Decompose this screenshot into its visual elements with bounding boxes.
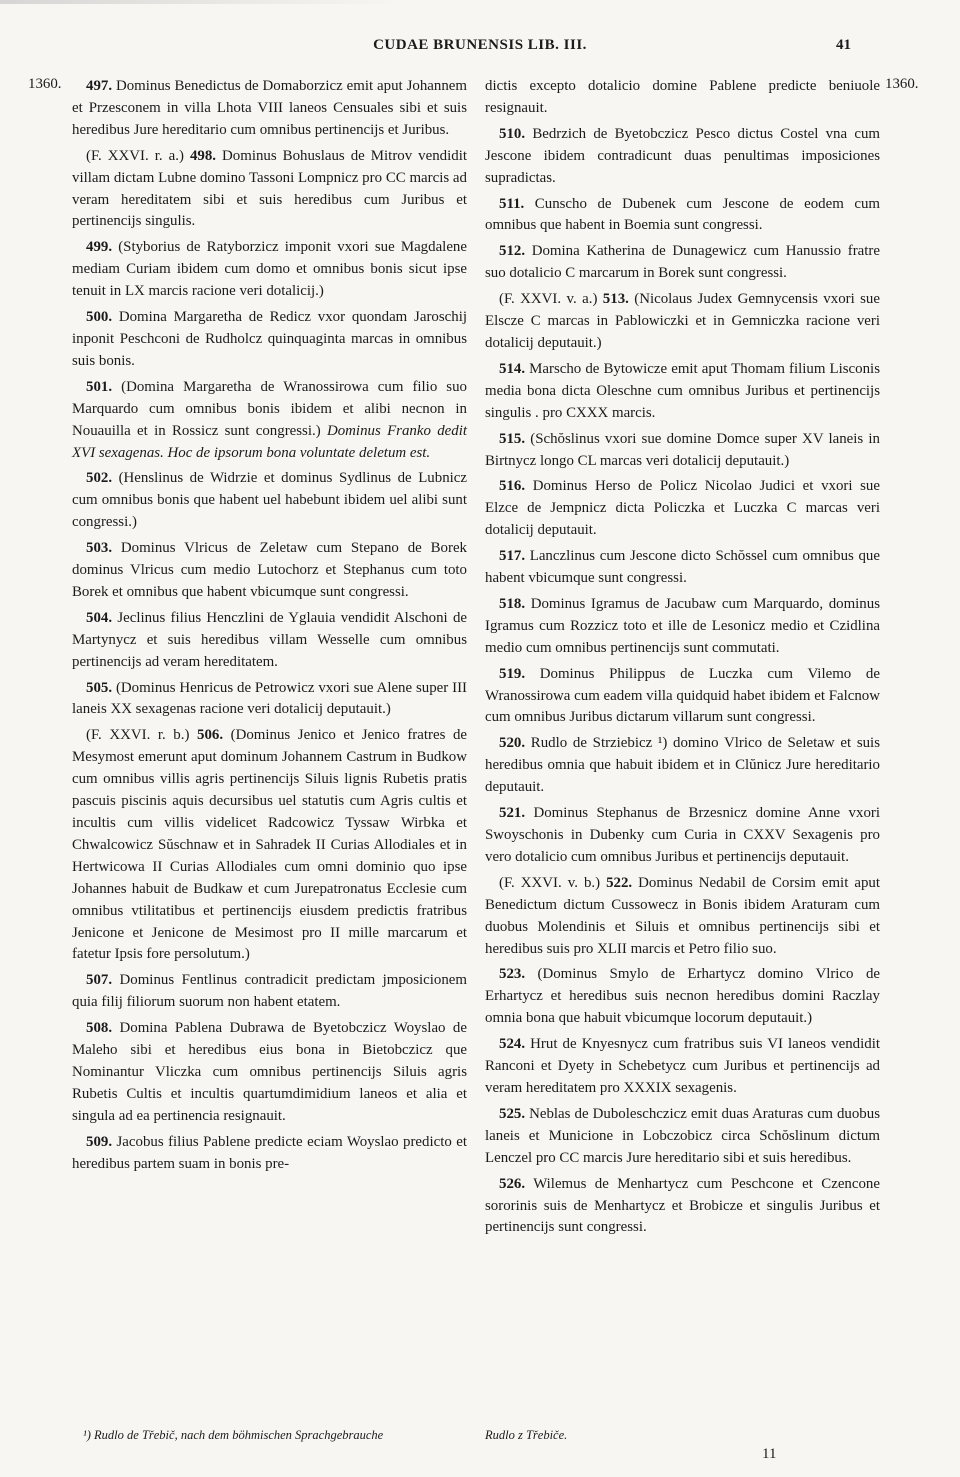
entry-number: 518. <box>499 595 526 612</box>
entry-text: (Henslinus de Widrzie et dominus Sydlinus de Lubnicz cum omnibus bonis que habent uel habebunt ibidem uel alibi sunt congressi.) <box>72 470 467 531</box>
margin-year-right: 1360. <box>885 76 919 92</box>
entry-number: 502. <box>86 470 113 487</box>
entry-text: Dominus Stephanus de Brzesnicz domine Anne vxori Swoyschonis in Dubenky cum Curia in CXXV Sexagenis pro vero dotalicio cum omnibus Juribus et pertinencijs deputauit. <box>485 805 880 865</box>
margin-year-left: 1360. <box>28 76 62 92</box>
entry <box>485 1104 880 1170</box>
scan-edge-shadow <box>0 0 400 4</box>
entry <box>72 307 467 373</box>
entry-text: Dominus Philippus de Luczka cum Vilemo de Wranossirowa cum eadem villa quidquid habet ibidem et Falcnow cum omnibus Juribus dictarum villarum sunt congressi. <box>485 665 880 726</box>
entry-text: Dominus Fentlinus contradicit predictam jmposicionem quia filij filiorum suorum non habent etatem. <box>72 972 467 1011</box>
signature-mark: 11 <box>762 1446 777 1462</box>
entry <box>485 873 880 961</box>
entry <box>72 1018 467 1128</box>
entry-number: 522. <box>606 874 633 891</box>
entry-italic-note: Dominus Franko dedit XVI sexagenas. Hoc de ipsorum bona voluntate deletum est. <box>72 422 467 461</box>
entry <box>485 76 880 120</box>
entry-number: 497. <box>86 78 113 94</box>
entry-number: 510. <box>499 125 526 142</box>
entry-text: Dominus Bohuslaus de Mitrov vendidit villam dictam Lubne domino Tassoni Lompnicz pro CC marcis ad veram hereditatem sibi et suis heredibus cum Juribus et pertinencijs singulis. <box>72 147 467 230</box>
footnote-right: Rudlo z Třebiče. <box>485 1428 568 1442</box>
entry <box>485 1034 880 1100</box>
entry <box>72 538 467 604</box>
entry <box>72 76 467 142</box>
entry-text: Jeclinus filius Henczlini de Yglauia vendidit Alschoni de Martynycz et suis heredibus villam Wesselle cum omnibus pertinencijs ad veram hereditatem. <box>72 609 467 670</box>
entry-number: 517. <box>499 548 526 565</box>
entry-text: (Dominus Jenico et Jenico fratres de Mesymost emerunt aput dominum Johannem Castrum in Budkow cum omnibus villis agris pertinencijs Siluis lignis Rubetis pratis pascuis piscinis aquis decursibus uel statutis cum Agris cultis et incultis cum villis videlicet Radcowicz Tyssaw Wirbka et Chwalcowicz Sŭschnaw et in Sahradek II Curias Allodiales et in Hertwicowa II Curias Allodiales cum omni dominio quo ipse Johannes habuit de Budkaw et cum Jurepatronatus Ecclesie cum omnibus vtilitatibus et pertinencijs eiusdem predictis fratribus Jenicone et Jenicone de Mesimost pro II mille marcarum et fatetur Ipsis fore persolutum.) <box>72 727 468 963</box>
entry-number: 515. <box>499 430 526 447</box>
folio-ref: (F. XXVI. v. a.) <box>499 291 603 308</box>
entry <box>485 429 880 473</box>
entry-number: 504. <box>86 609 113 626</box>
page-number: 41 <box>836 37 851 53</box>
entry-number: 505. <box>86 679 113 696</box>
entry <box>485 124 880 190</box>
entry <box>72 608 467 674</box>
entry <box>485 476 880 542</box>
entry-text: Rudlo de Strziebicz ¹) domino Vlrico de Seletaw et suis heredibus omnia que habuit ibidem et in Clŭnicz Jure hereditario deputauit. <box>485 735 880 796</box>
entry-text: Domina Pablena Dubrawa de Byetobczicz Woyslao de Maleho sibi et heredibus eius bona in Bietobczicz que Nominantur Vliczka cum omnibus pertinencijs Siluis agris Rubetis Cultis et incultis quartumdimidium laneos et alia et singula ad ea pertinencia resignauit. <box>72 1020 467 1124</box>
entry-number: 511. <box>499 195 525 212</box>
entry-number: 508. <box>86 1020 113 1037</box>
entry-number: 520. <box>499 735 526 752</box>
entry-number: 523. <box>499 966 526 983</box>
entry <box>485 546 880 590</box>
entry-text: (Dominus Smylo de Erhartycz domino Vlrico de Erhartycz et heredibus suis necnon heredibus domini Raczlay omnia bona que habuit vbicumque locorum deputauit.) <box>485 966 880 1027</box>
entry-text: Dominus Vlricus de Zeletaw cum Stepano de Borek dominus Vlricus cum medio Lutochorz et Stephanus cum toto Borek et omnibus que habent vbicumque sunt congressi. <box>72 540 467 600</box>
entry-text: dictis excepto dotalicio domine Pablene predicte beniuole resignauit. <box>485 78 880 116</box>
entry-number: 498. <box>189 147 217 164</box>
running-title: CUDAE BRUNENSIS LIB. III. <box>373 37 587 53</box>
entry-text: Neblas de Duboleschczicz emit duas Araturas cum duobus laneis et Municione in Lobczobicz circa Schŏslinum dictum Lenczel pro CC marcis Jure hereditario sibi et suis heredibus. <box>485 1105 880 1166</box>
folio-ref: (F. XXVI. r. a.) <box>86 147 190 164</box>
entry-number: 503. <box>86 540 113 557</box>
entry-number: 519. <box>499 665 526 682</box>
entry-number: 526. <box>499 1175 526 1192</box>
entry-number: 506. <box>197 727 224 744</box>
left-column <box>72 76 467 1180</box>
entry-text: (Nicolaus Judex Gemnycensis vxori sue Elscze C marcas in Pablowiczki et in Gemniczka racione veri dotalicij deputauit.) <box>485 291 880 351</box>
entry-number: 514. <box>499 360 526 377</box>
entry-text: Dominus Benedictus de Domaborzicz emit aput Johannem et Przesconem in villa Lhota VIII laneos Censuales sibi et suis heredibus Jure hereditario cum omnibus pertinencijs et Juribus. <box>72 78 467 138</box>
entry-number: 501. <box>86 378 113 395</box>
entry <box>72 237 467 303</box>
entry <box>72 725 467 966</box>
entry <box>72 146 467 234</box>
folio-ref: (F. XXVI. v. b.) <box>499 874 607 891</box>
entry-number: 499. <box>86 239 113 256</box>
entry <box>72 678 467 722</box>
entry-text: Wilemus de Menhartycz cum Peschcone et Czencone sororinis suis de Menhartycz et Brobicze et singulis Juribus et pertinencijs sunt congressi. <box>485 1175 880 1236</box>
entry <box>485 1174 880 1240</box>
entry <box>72 377 467 465</box>
entry <box>485 241 880 285</box>
entry-number: 524. <box>499 1036 526 1053</box>
entry-number: 525. <box>499 1105 526 1122</box>
entry <box>72 468 467 534</box>
entry-text: Dominus Nedabil de Corsim emit aput Benedictum dictum Cussowecz in Bonis ibidem Araturam cum duobus Molendinis et Siluis et omnibus pertinencijs sibi et heredibus suis pro XLII marcis et Petro filio suo. <box>485 874 880 957</box>
entry-text: Lanczlinus cum Jescone dicto Schŏssel cum omnibus que habent vbicumque sunt congressi. <box>485 548 880 587</box>
entry <box>485 964 880 1030</box>
entry-number: 521. <box>499 805 526 822</box>
entry <box>485 194 880 238</box>
folio-ref: (F. XXVI. r. b.) <box>86 727 198 744</box>
entry-number: 516. <box>499 478 526 495</box>
entry <box>485 733 880 799</box>
right-column <box>485 76 880 1243</box>
entry-text: (Styborius de Ratyborzicz imponit vxori sue Magdalene mediam Curiam ibidem cum domo et omnibus bonis sicut ipse tenuit in LX marcis racione veri dotalicij.) <box>72 239 467 300</box>
entry-text: Bedrzich de Byetobczicz Pesco dictus Costel vna cum Jescone ibidem contradicunt duas penultimas imposiciones supradictas. <box>485 125 880 186</box>
entry-text: Cunscho de Dubenek cum Jescone de eodem cum omnibus que habent in Boemia sunt congressi. <box>485 195 880 234</box>
entry-number: 500. <box>86 309 113 326</box>
entry-text: Hrut de Knyesnycz cum fratribus suis VI laneos vendidit Ranconi et Dyety in Schebetycz cum Juribus et pertinencijs ad veram hereditatem pro XXXIX sexagenis. <box>485 1036 880 1096</box>
entry-number: 513. <box>602 291 629 308</box>
entry-text: (Domina Margaretha de Wranossirowa cum filio suo Marquardo cum omnibus bonis ibidem et alibi necnon in Nouauilla et in Rossicz sunt congressi.) <box>72 378 467 439</box>
entry-text: Dominus Igramus de Jacubaw cum Marquardo, dominus Igramus cum Rozzicz toto et ille de Lesonicz medio et Czidlina medio cum omnibus pertinencijs sunt commutati. <box>485 595 880 656</box>
entry-text: Jacobus filius Pablene predicte eciam Woyslao predicto et heredibus partem suam in bonis pre- <box>72 1133 467 1172</box>
entry-text: (Dominus Henricus de Petrowicz vxori sue Alene super III laneis XX sexagenas racione veri dotalicij deputauit.) <box>72 679 467 718</box>
entry <box>72 970 467 1014</box>
page-header <box>0 37 960 57</box>
entry-number: 512. <box>499 243 526 260</box>
entry <box>72 1132 467 1176</box>
entry <box>485 664 880 730</box>
entry-text: (Schŏslinus vxori sue domine Domce super XV laneis in Birtnycz longo CL marcas veri dotalicij deputauit.) <box>485 430 880 469</box>
entry-text: Domina Katherina de Dunagewicz cum Hanussio fratre suo dotalicio C marcarum in Borek sunt congressi. <box>485 243 880 282</box>
entry <box>485 594 880 660</box>
entry-text: Dominus Herso de Policz Nicolao Judici et vxori sue Elzce de Jempnicz dicta Policzka et Luczka C marcas veri dotalicij deputauit. <box>485 478 880 539</box>
entry-text: Marscho de Bytowicze emit aput Thomam filium Lisconis media bona dicta Oleschne cum omnibus Juribus et pertinencijs singulis . pro CXXX marcis. <box>485 360 880 421</box>
entry <box>485 359 880 425</box>
entry-number: 509. <box>86 1133 113 1150</box>
entry-text: Domina Margaretha de Redicz vxor quondam Jaroschij inponit Peschconi de Rudholcz quinquaginta marcas in omnibus suis bonis. <box>72 309 467 369</box>
entry-number: 507. <box>86 972 113 989</box>
entry <box>485 289 880 355</box>
footnote-left: ¹) Rudlo de Třebič, nach dem böhmischen Sprachgebrauche <box>83 1428 384 1442</box>
entry <box>485 803 880 869</box>
